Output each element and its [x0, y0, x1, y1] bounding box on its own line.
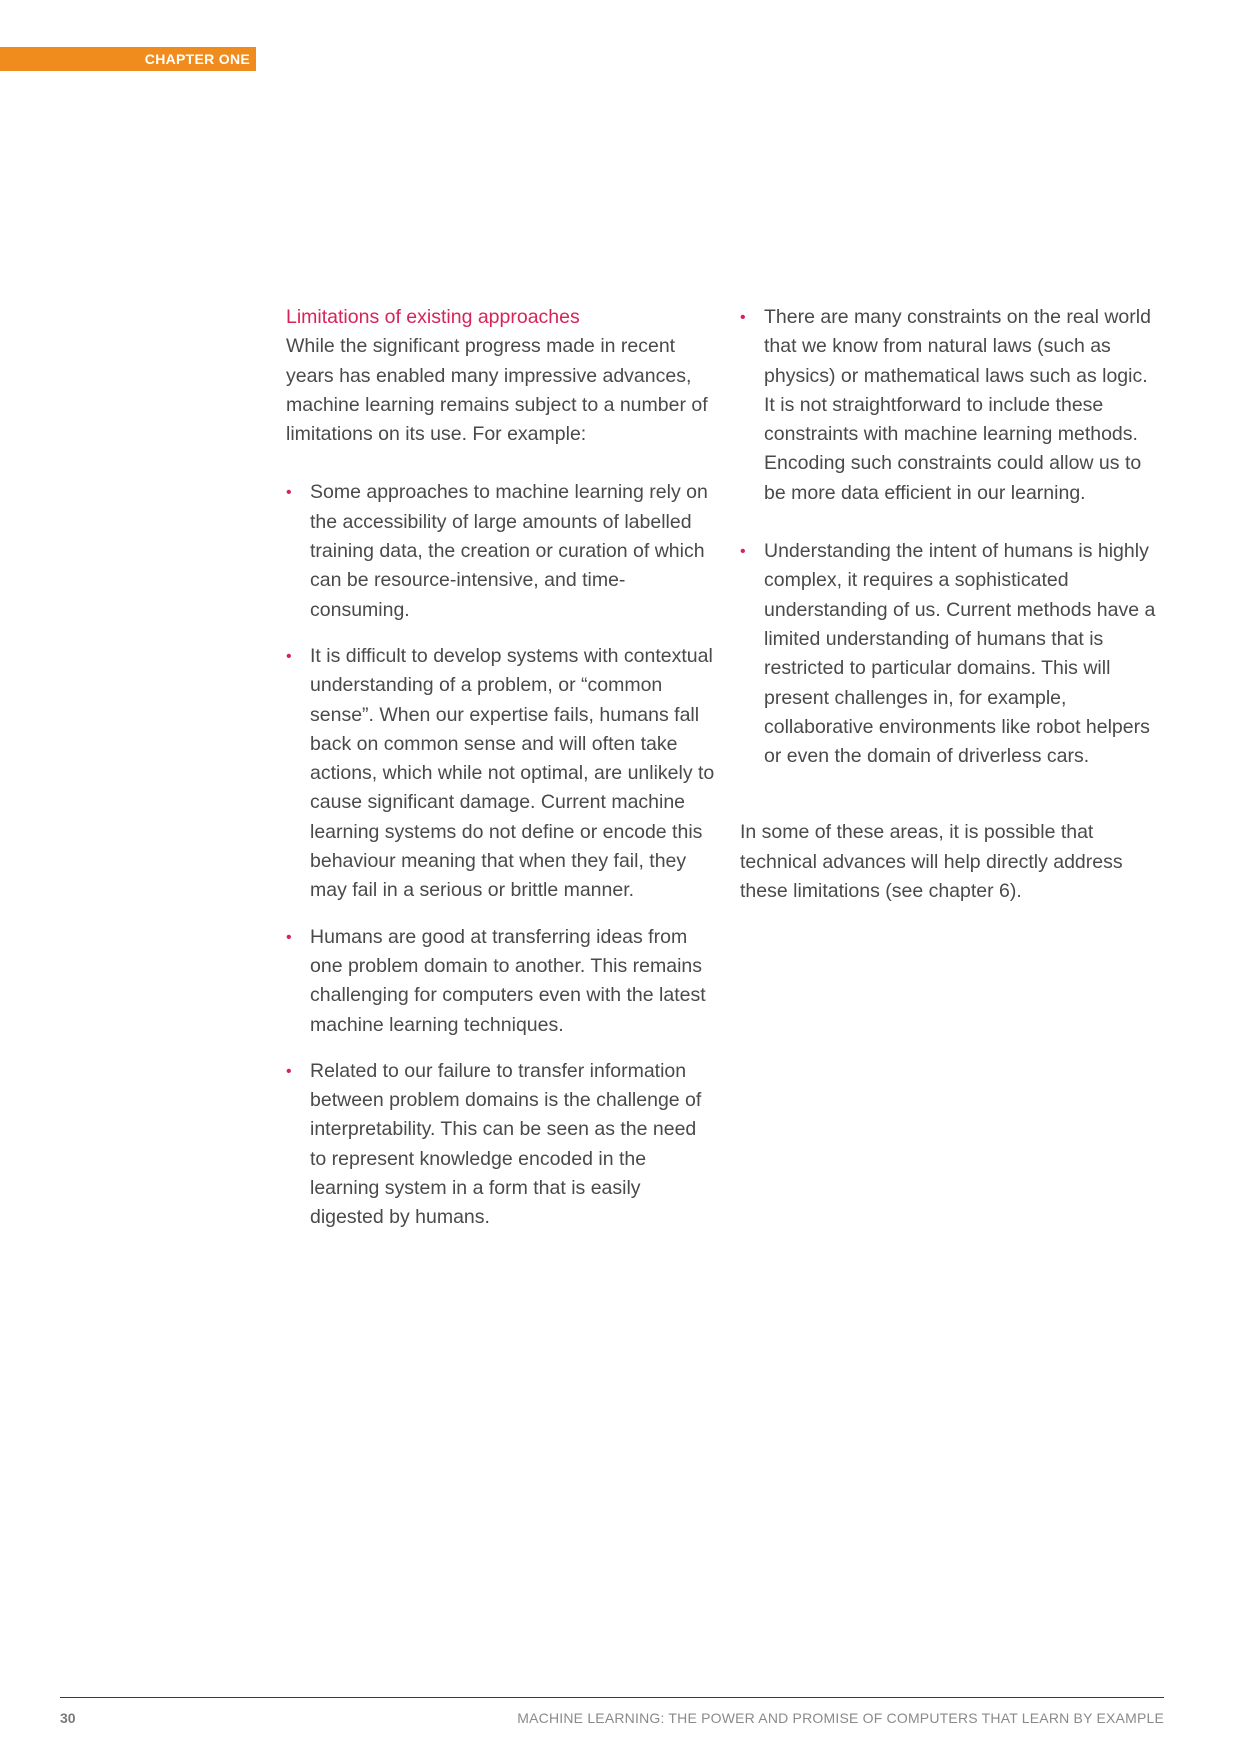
list-item	[286, 642, 716, 906]
bullet-icon: •	[286, 484, 292, 502]
list-item	[740, 303, 1160, 508]
bullet-icon: •	[286, 1062, 292, 1080]
closing-paragraph: In some of these areas, it is possible that technical advances will help directly address these limitations (see chapter 6).	[740, 821, 1123, 903]
list-item-text: It is difficult to develop systems with contextual understanding of a problem, or “common sense”. When our expertise fails, humans fall back on common sense and will often take actions, which while not optimal, are unlikely to cause significant damage. Current machine learning systems do not define or encode this behaviour meaning that when they fail, they may fail in a serious or brittle manner.	[310, 644, 715, 902]
footer-title: MACHINE LEARNING: THE POWER AND PROMISE OF COMPUTERS THAT LEARN BY EXAMPLE	[517, 1710, 1164, 1726]
limitations-list-right	[740, 303, 1160, 771]
intro-paragraph: While the significant progress made in recent years has enabled many impressive advances, machine learning remains subject to a number of limitations on its use. For example:	[286, 335, 708, 446]
list-item-text: Related to our failure to transfer information between problem domains is the challenge of interpretability. This can be seen as the need to represent knowledge encoded in the learning system in a form that is easily digested by humans.	[310, 1059, 702, 1229]
page-number: 30	[60, 1710, 76, 1726]
bullet-icon: •	[740, 543, 746, 561]
section-heading: Limitations of existing approaches	[286, 306, 580, 328]
right-column	[740, 303, 1160, 906]
list-item	[286, 478, 716, 624]
list-item	[286, 1057, 716, 1233]
bullet-icon: •	[740, 309, 746, 326]
list-item-text: Understanding the intent of humans is highly complex, it requires a sophisticated understanding of us. Current methods have a limited understanding of humans that is restricted to particular domains. This will present challenges in, for example, collaborative environments like robot helpers or even the domain of driverless cars.	[764, 540, 1156, 768]
bullet-icon: •	[286, 928, 292, 946]
list-item	[740, 537, 1160, 771]
bullet-icon: •	[286, 647, 292, 665]
footer-divider	[60, 1697, 1164, 1698]
limitations-list-left	[286, 478, 716, 1232]
list-item-text: Some approaches to machine learning rely on the accessibility of large amounts of labelled training data, the creation or curation of which can be resource-intensive, and time-consuming.	[310, 481, 708, 621]
chapter-label: CHAPTER ONE	[0, 47, 256, 71]
left-column	[286, 303, 716, 1250]
list-item-text: There are many constraints on the real world that we know from natural laws (such as physics) or mathematical laws such as logic. It is not straightforward to include these constraints with machine learning methods. Encoding such constraints could allow us to be more data efficient in our learning.	[764, 306, 1151, 504]
list-item	[286, 923, 716, 1040]
list-item-text: Humans are good at transferring ideas from one problem domain to another. This remains challenging for computers even with the latest machine learning techniques.	[310, 925, 706, 1036]
